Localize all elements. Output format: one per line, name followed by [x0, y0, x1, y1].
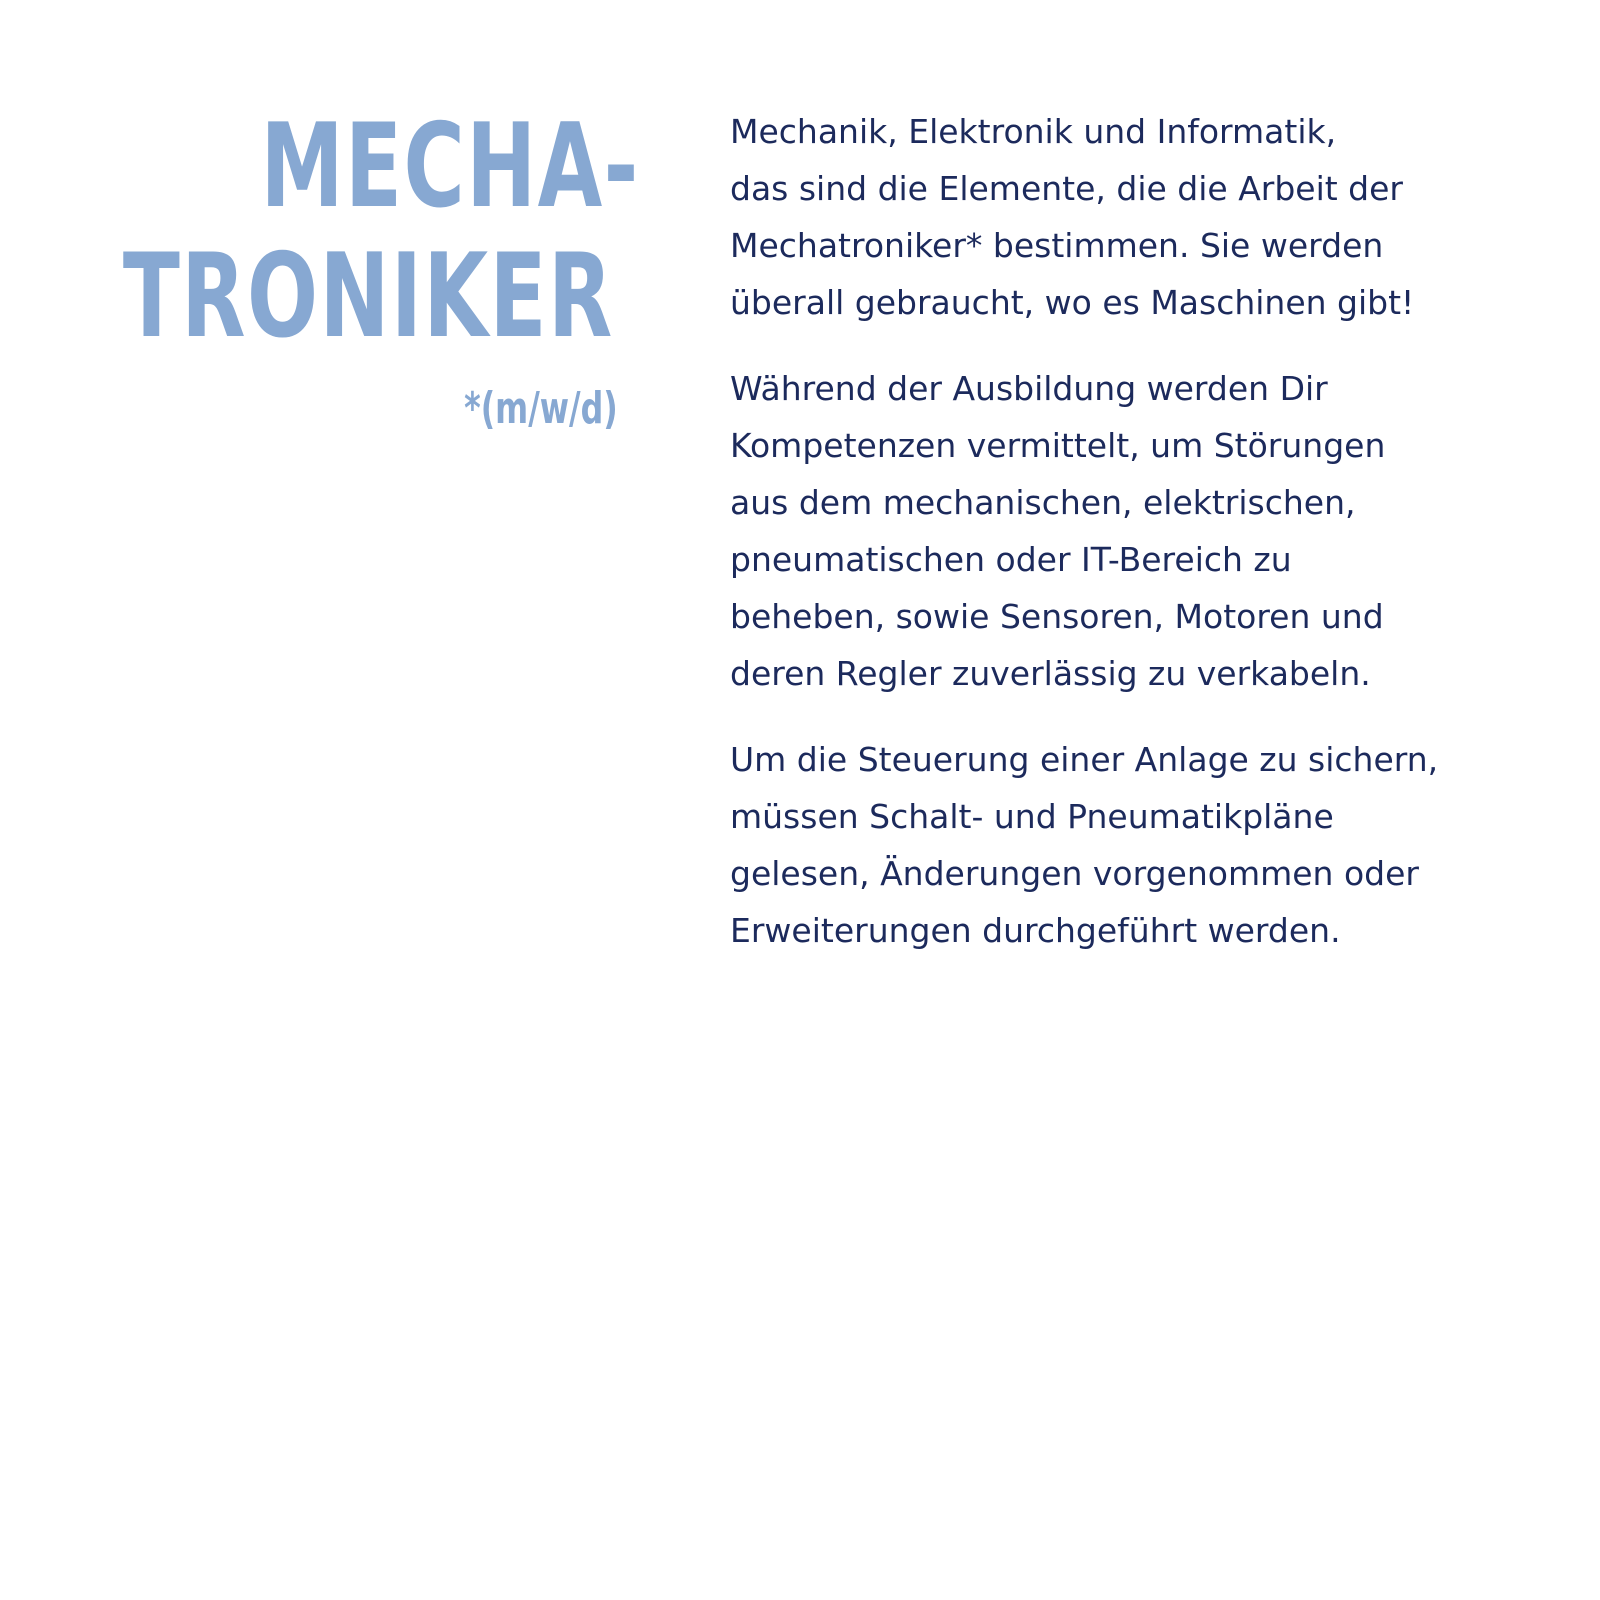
text-line: Um die Steuerung einer Anlage zu sichern,	[730, 740, 1439, 779]
text-line: Mechanik, Elektronik und Informatik,	[730, 112, 1337, 151]
page-title-line-2: TRONIKER	[123, 229, 614, 364]
text-line: Kompetenzen vermittelt, um Störungen	[730, 426, 1386, 465]
paragraph-intro	[730, 103, 1550, 331]
text-line: Während der Ausbildung werden Dir	[730, 369, 1328, 408]
body-text	[730, 103, 1550, 988]
page-title-line-1: MECHA-	[260, 99, 640, 234]
text-line: beheben, sowie Sensoren, Motoren und	[730, 597, 1384, 636]
text-line: das sind die Elemente, die die Arbeit der	[730, 169, 1404, 208]
text-line: müssen Schalt- und Pneumatikpläne	[730, 797, 1334, 836]
title-block	[0, 99, 640, 434]
text-line: pneumatischen oder IT-Bereich zu	[730, 540, 1292, 579]
paragraph-training	[730, 360, 1550, 702]
text-line: deren Regler zuverlässig zu verkabeln.	[730, 654, 1371, 693]
text-line: Erweiterungen durchgeführt werden.	[730, 911, 1341, 950]
gender-note: *(m/w/d)	[464, 383, 618, 434]
text-line: Mechatroniker* bestimmen. Sie werden	[730, 226, 1384, 265]
text-line: gelesen, Änderungen vorgenommen oder	[730, 854, 1419, 893]
text-line: aus dem mechanischen, elektrischen,	[730, 483, 1356, 522]
paragraph-control	[730, 731, 1550, 959]
text-line: überall gebraucht, wo es Maschinen gibt!	[730, 283, 1415, 322]
